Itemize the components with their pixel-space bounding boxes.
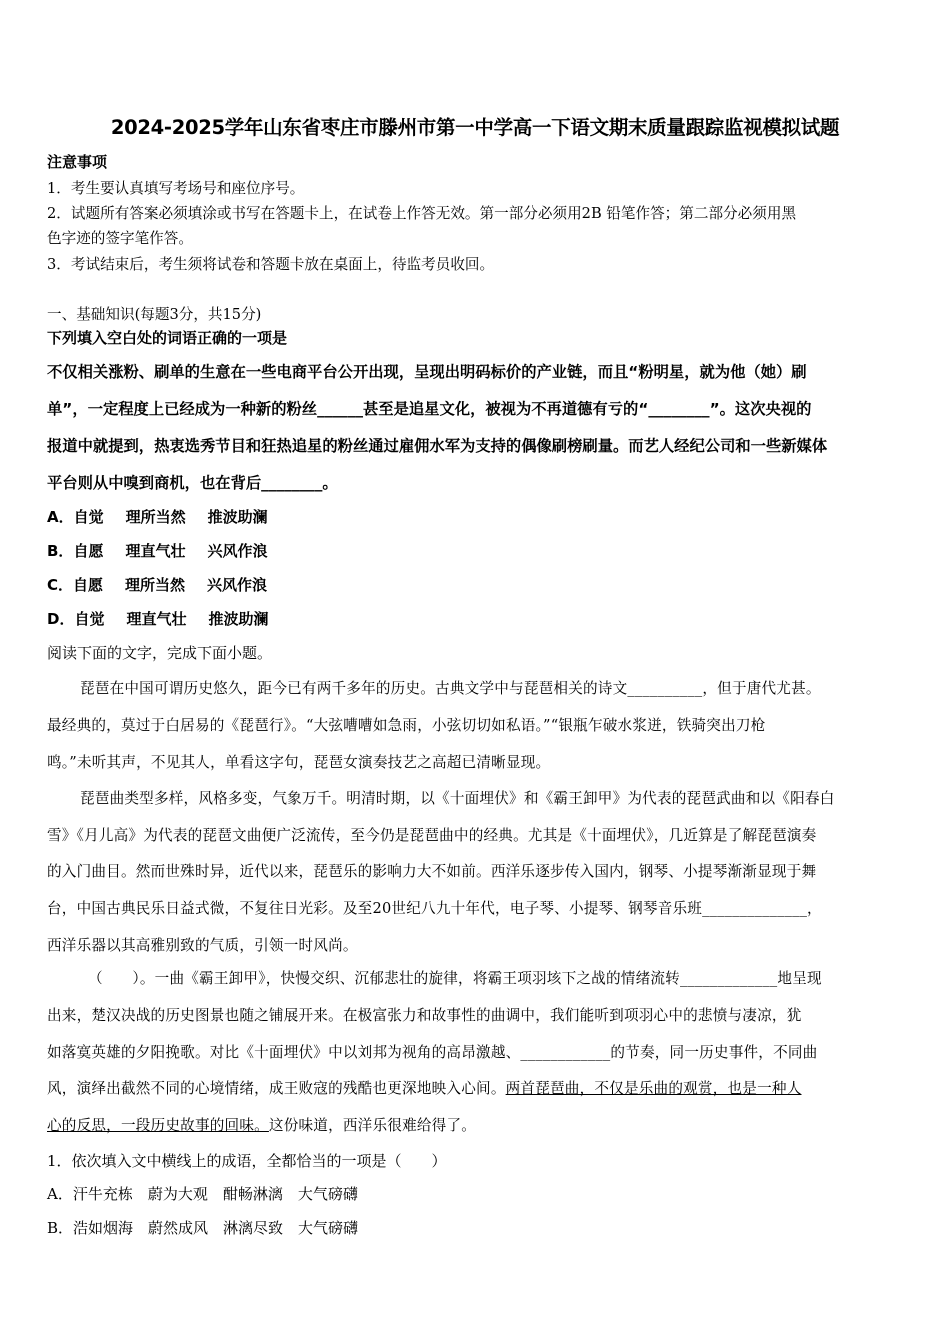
option-b[interactable]: B．自愿 理直气壮 兴风作浪 <box>47 542 268 560</box>
option-a[interactable]: A．自觉 理所当然 推波助澜 <box>47 508 268 526</box>
passage-line: （ ）。一曲《霸王卸甲》，快慢交织、沉郁悲壮的旋律，将霸王项羽垓下之战的情绪流转_____________地呈现 <box>88 970 822 987</box>
question-1-option-b[interactable]: B．浩如烟海 蔚然成风 淋漓尽致 大气磅礴 <box>47 1219 359 1237</box>
notice-heading: 注意事项 <box>47 153 108 171</box>
passage-line: 出来，楚汉决战的历史图景也随之铺展开来。在极富张力和故事性的曲调中，我们能听到项羽心中的悲愤与凄凉，犹 <box>47 1007 802 1024</box>
passage-line: 西洋乐器以其高雅别致的气质，引领一时风尚。 <box>47 937 358 954</box>
question-1-stem: 1．依次填入文中横线上的成语，全都恰当的一项是（ ） <box>47 1152 447 1170</box>
passage-line: 最经典的，莫过于白居易的《琵琶行》。“大弦嘈嘈如急雨，小弦切切如私语。”“银瓶乍破水浆迸，铁骑突出刀枪 <box>47 717 766 734</box>
notice-item: 1．考生要认真填写考场号和座位序号。 <box>47 180 305 197</box>
question-prompt: 下列填入空白处的词语正确的一项是 <box>47 329 288 347</box>
passage-line: 的入门曲目。然而世殊时异，近代以来，琵琶乐的影响力大不如前。西洋乐逐步传入国内，钢琴、小提琴渐渐显现于舞 <box>47 863 817 880</box>
notice-item: 2．试题所有答案必须填涂或书写在答题卡上，在试卷上作答无效。第一部分必须用2B 铅笔作答；第二部分必须用黑 <box>47 205 797 222</box>
question-1-option-a[interactable]: A．汗牛充栋 蔚为大观 酣畅淋漓 大气磅礴 <box>47 1185 358 1203</box>
passage-line: 琵琶在中国可谓历史悠久，距今已有两千多年的历史。古典文学中与琵琶相关的诗文__________，但于唐代尤甚。 <box>80 680 821 697</box>
passage-line: 心的反思，一段历史故事的回味。这份味道，西洋乐很难给得了。 <box>47 1117 477 1134</box>
question-stem-line: 报道中就提到，热衷选秀节目和狂热追星的粉丝通过雇佣水军为支持的偶像刷榜刷量。而艺人经纪公司和一些新媒体 <box>47 437 828 455</box>
notice-item: 色字迹的签字笔作答。 <box>47 230 193 247</box>
section-heading: 一、基础知识(每题3分，共15分) <box>47 306 262 323</box>
notice-item: 3．考试结束后，考生须将试卷和答题卡放在桌面上，待监考员收回。 <box>47 256 495 273</box>
passage-line: 台，中国古典民乐日益式微，不复往日光彩。及至20世纪八九十年代，电子琴、小提琴、钢琴音乐班______________， <box>47 900 822 917</box>
passage-line: 琵琶曲类型多样，风格多变，气象万千。明清时期，以《十面埋伏》和《霸王卸甲》为代表的琵琶武曲和以《阳春白 <box>80 790 835 807</box>
question-stem-line: 单”，一定程度上已经成为一种新的粉丝______甚至是追星文化，被视为不再道德有亏的“________”。这次央视的 <box>47 400 812 418</box>
question-stem-line: 不仅相关涨粉、刷单的生意在一些电商平台公开出现，呈现出明码标价的产业链，而且“粉明星，就为他（她）刷 <box>47 363 807 381</box>
option-d[interactable]: D．自觉 理直气壮 推波助澜 <box>47 610 269 628</box>
passage-line: 风，演绎出截然不同的心境情绪，成王败寇的残酷也更深地映入心间。两首琵琶曲，不仅是乐曲的观赏，也是一种人 <box>47 1080 802 1097</box>
passage-line: 鸣。”未听其声，不见其人，单看这字句，琵琶女演奏技艺之高超已清晰显现。 <box>47 754 551 771</box>
reading-intro: 阅读下面的文字，完成下面小题。 <box>47 644 273 662</box>
passage-line: 雪》《月儿高》为代表的琵琶文曲便广泛流传，至今仍是琵琶曲中的经典。尤其是《十面埋伏》，几近算是了解琵琶演奏 <box>47 827 817 844</box>
page-title: 2024-2025学年山东省枣庄市滕州市第一中学高一下语文期末质量跟踪监视模拟试题 <box>110 116 840 139</box>
underlined-sentence: 心的反思，一段历史故事的回味。 <box>47 1117 269 1134</box>
passage-line: 如落寞英雄的夕阳挽歌。对比《十面埋伏》中以刘邦为视角的高昂激越、____________的节奏，同一历史事件，不同曲 <box>47 1044 818 1061</box>
question-stem-line: 平台则从中嗅到商机，也在背后________。 <box>47 474 338 492</box>
option-c[interactable]: C．自愿 理所当然 兴风作浪 <box>47 576 268 594</box>
underlined-sentence: 两首琵琶曲，不仅是乐曲的观赏，也是一种人 <box>505 1080 802 1097</box>
